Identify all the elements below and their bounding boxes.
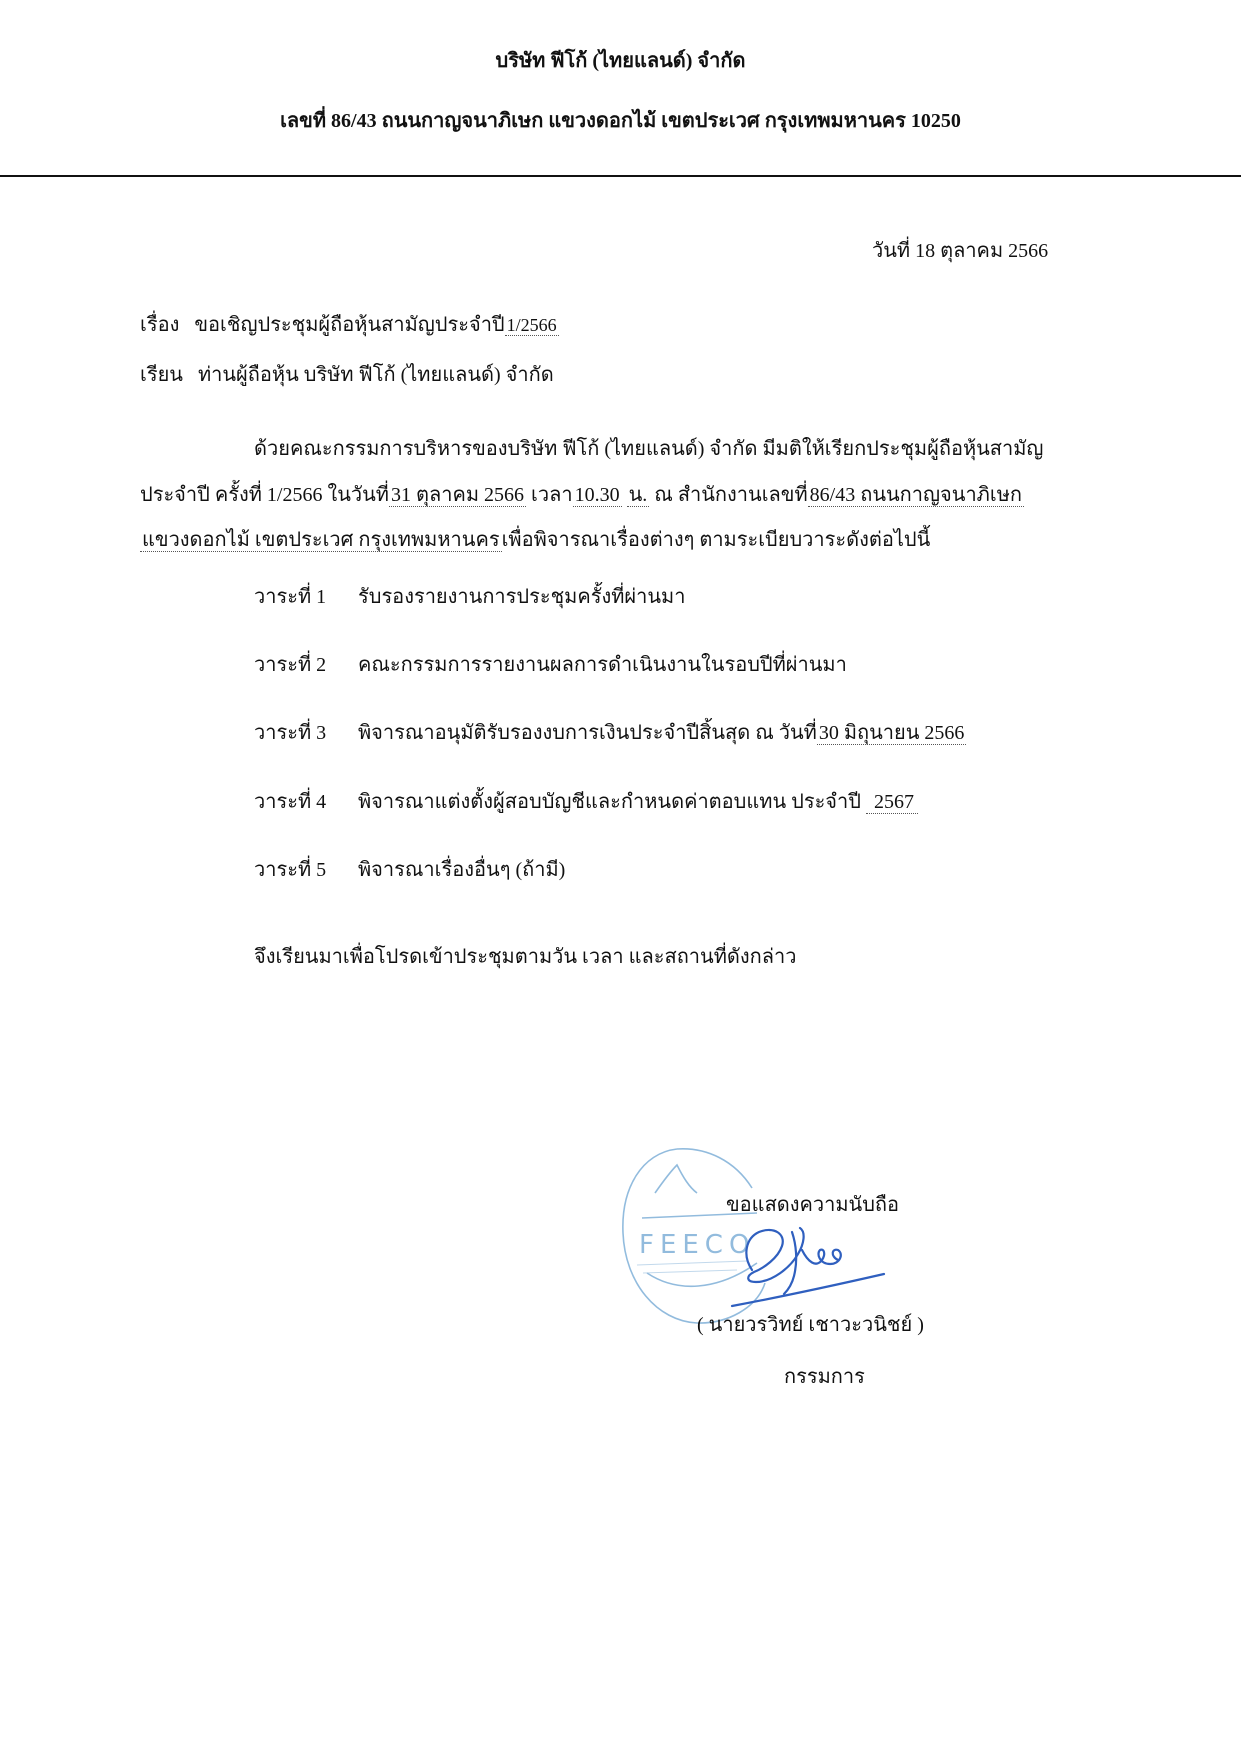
subject-line <box>140 308 559 340</box>
meeting-time: 10.30 <box>574 484 620 506</box>
agenda-item <box>254 785 918 817</box>
time-label: เวลา <box>531 484 573 506</box>
office-number: 86/43 ถนนกาญจนาภิเษก <box>809 484 1022 506</box>
addressee-line <box>140 358 554 390</box>
agenda-text: พิจารณาเรื่องอื่นๆ (ถ้ามี) <box>358 859 566 881</box>
time-unit: น. <box>628 484 648 506</box>
meeting-date: 31 ตุลาคม 2566 <box>390 484 525 506</box>
body-line-2-intro: ประจำปี ครั้งที่ 1/2566 ในวันที่ <box>140 484 389 506</box>
office-area: แขวงดอกไม้ เขตประเวศ กรุงเทพมหานคร <box>142 529 500 551</box>
agenda-number: วาระที่ 3 <box>254 722 327 744</box>
agenda-text: พิจารณาอนุมัติรับรองงบการเงินประจำปีสิ้นสุด ณ วันที่ <box>358 722 817 744</box>
letter-date: วันที่ 18 ตุลาคม 2566 <box>872 240 1049 262</box>
agenda-item <box>254 853 565 885</box>
addressee-label: เรียน <box>140 364 183 386</box>
agenda-number: วาระที่ 2 <box>254 654 327 676</box>
agenda-text: คณะกรรมการรายงานผลการดำเนินงานในรอบปีที่ผ่านมา <box>358 654 847 676</box>
company-name: บริษัท ฟีโก้ (ไทยแลนด์) จำกัด <box>495 50 746 72</box>
agenda-number: วาระที่ 5 <box>254 859 327 881</box>
closing-sentence: จึงเรียนมาเพื่อโปรดเข้าประชุมตามวัน เวลา และสถานที่ดังกล่าว <box>254 946 797 968</box>
handwritten-signature-icon <box>724 1210 904 1310</box>
body-line-3-text: เพื่อพิจารณาเรื่องต่างๆ ตามระเบียบวาระดังต่อไปนี้ <box>501 529 931 551</box>
agenda-item <box>254 580 685 612</box>
signatory-title: กรรมการ <box>784 1366 865 1388</box>
addressee-text: ท่านผู้ถือหุ้น บริษัท ฟีโก้ (ไทยแลนด์) จำกัด <box>197 364 554 386</box>
agenda-item <box>254 648 847 680</box>
office-label: ณ สำนักงานเลขที่ <box>654 484 808 506</box>
header-divider <box>0 175 1241 177</box>
subject-meeting-no: 1/2566 <box>506 315 557 335</box>
signatory-name: ( นายวรวิทย์ เชาวะวนิชย์ ) <box>697 1314 924 1336</box>
subject-text: ขอเชิญประชุมผู้ถือหุ้นสามัญประจำปี <box>194 314 505 336</box>
agenda-number: วาระที่ 4 <box>254 791 327 813</box>
subject-label: เรื่อง <box>140 314 180 336</box>
agenda-fill: 30 มิถุนายน 2566 <box>818 722 965 744</box>
body-line-2 <box>140 478 1024 510</box>
agenda-text: พิจารณาแต่งตั้งผู้สอบบัญชีและกำหนดค่าตอบแทน ประจำปี <box>358 791 861 813</box>
seal-lettering: FEECO <box>639 1230 756 1260</box>
agenda-number: วาระที่ 1 <box>254 586 327 608</box>
body-line-1: ด้วยคณะกรรมการบริหารของบริษัท ฟีโก้ (ไทยแลนด์) จำกัด มีมติให้เรียกประชุมผู้ถือหุ้นสามัญ <box>254 438 1044 460</box>
body-line-3 <box>140 523 930 555</box>
agenda-fill: 2567 <box>866 791 918 814</box>
company-address: เลขที่ 86/43 ถนนกาญจนาภิเษก แขวงดอกไม้ เขตประเวศ กรุงเทพมหานคร 10250 <box>280 110 961 132</box>
agenda-text: รับรองรายงานการประชุมครั้งที่ผ่านมา <box>358 586 686 608</box>
regards-text: ขอแสดงความนับถือ <box>726 1194 900 1216</box>
agenda-item <box>254 716 966 748</box>
